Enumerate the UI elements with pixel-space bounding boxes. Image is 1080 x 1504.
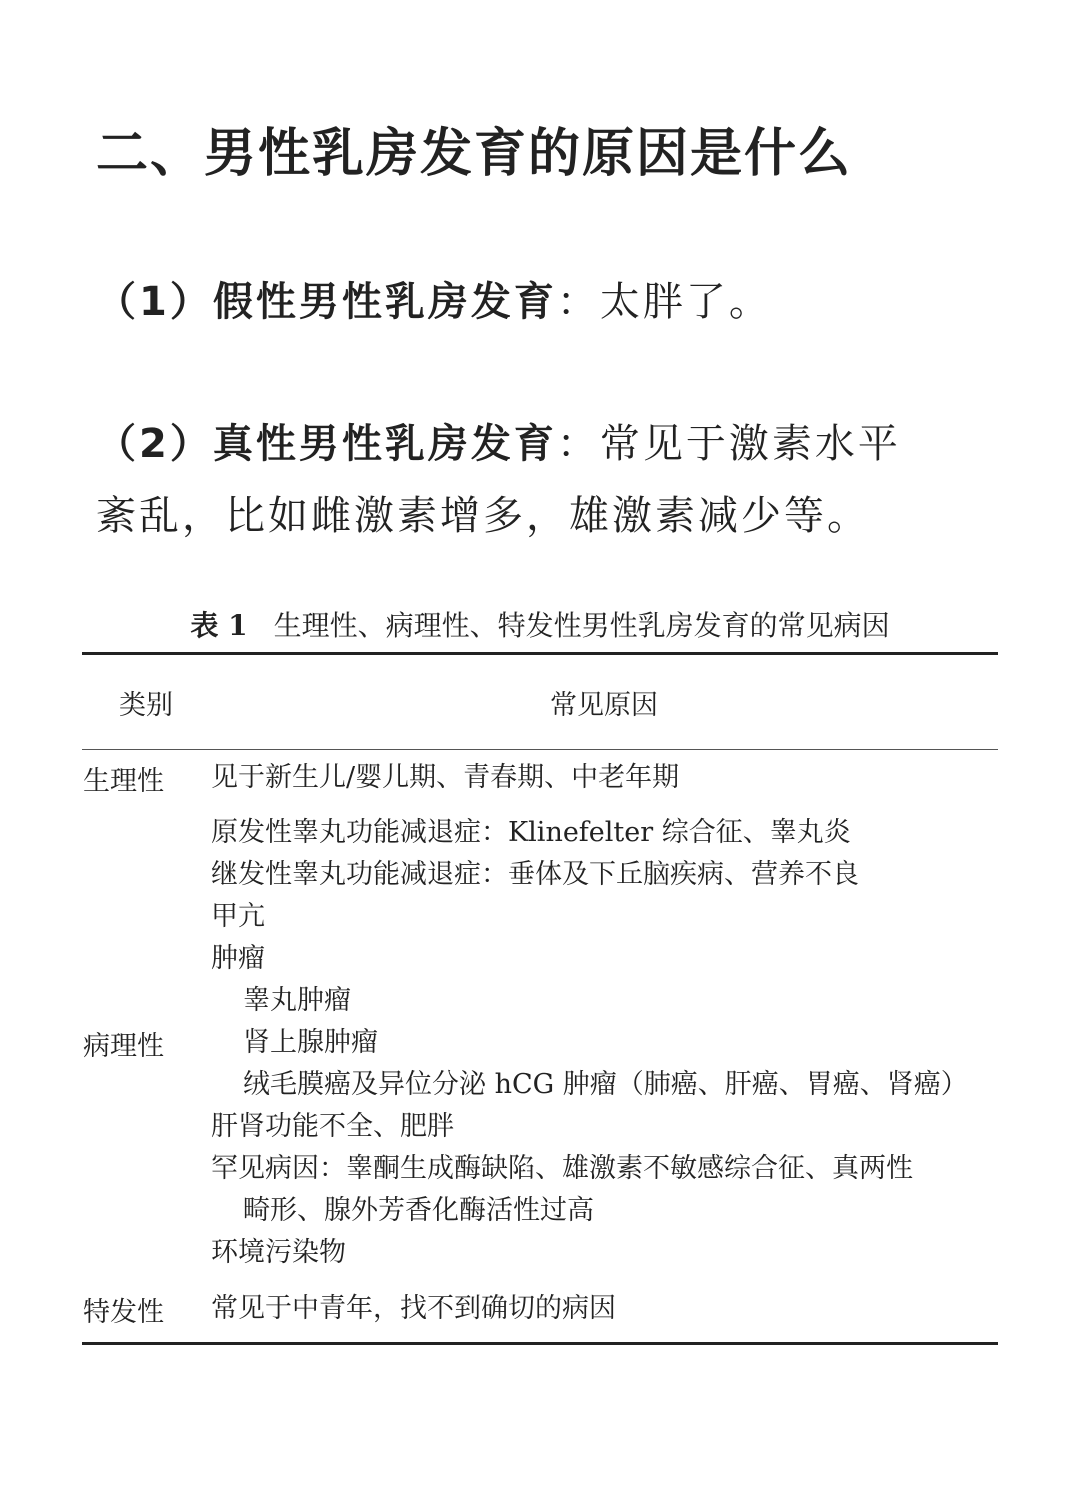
cause-line: 见于新生儿/婴儿期、青春期、中老年期 bbox=[211, 762, 680, 793]
row-category: 特发性 bbox=[83, 1296, 164, 1328]
table-row bbox=[82, 806, 998, 1280]
table-caption bbox=[82, 600, 998, 652]
cause-line: 环境污染物 bbox=[211, 1237, 346, 1268]
paragraph-text: ：常见于激素水平 bbox=[556, 421, 901, 467]
paragraph-lead: （2）真性男性乳房发育 bbox=[96, 421, 557, 467]
header-category: 类别 bbox=[119, 689, 173, 721]
cause-subline: 睾丸肿瘤 bbox=[243, 985, 351, 1016]
table-caption-number: 表 1 bbox=[190, 609, 248, 642]
paragraph-text-line2: 紊乱，比如雌激素增多，雄激素减少等。 bbox=[96, 493, 870, 539]
table-header-row bbox=[82, 654, 998, 750]
row-causes bbox=[210, 1280, 998, 1344]
section-heading: 二、男性乳房发育的原因是什么 bbox=[96, 124, 853, 184]
paragraph-pseudo-gynecomastia bbox=[96, 266, 772, 338]
row-causes bbox=[210, 750, 998, 807]
header-causes: 常见原因 bbox=[550, 689, 658, 721]
table-row bbox=[82, 750, 998, 807]
cause-line: 甲亢 bbox=[211, 901, 265, 932]
cause-line: 罕见病因：睾酮生成酶缺陷、雄激素不敏感综合征、真两性 bbox=[211, 1153, 913, 1184]
cause-line: 肿瘤 bbox=[211, 943, 265, 974]
row-category: 病理性 bbox=[83, 1030, 164, 1062]
cause-line: 肝肾功能不全、肥胖 bbox=[211, 1111, 454, 1142]
cause-line: 继发性睾丸功能减退症：垂体及下丘脑疾病、营养不良 bbox=[211, 859, 859, 890]
paragraph-true-gynecomastia bbox=[96, 408, 901, 552]
cause-subline: 畸形、腺外芳香化酶活性过高 bbox=[243, 1195, 594, 1226]
cause-subline: 肾上腺肿瘤 bbox=[243, 1027, 378, 1058]
paragraph-text: ：太胖了。 bbox=[556, 279, 772, 325]
cause-line: 常见于中青年，找不到确切的病因 bbox=[211, 1293, 616, 1324]
row-causes bbox=[210, 806, 998, 1280]
paragraph-lead: （1）假性男性乳房发育 bbox=[96, 279, 557, 325]
table-caption-text: 生理性、病理性、特发性男性乳房发育的常见病因 bbox=[273, 609, 890, 642]
cause-subline: 绒毛膜癌及异位分泌 hCG 肿瘤（肺癌、肝癌、胃癌、肾癌） bbox=[243, 1069, 968, 1100]
cause-line: 原发性睾丸功能减退症：Klinefelter 综合征、睾丸炎 bbox=[211, 817, 851, 848]
causes-table-figure bbox=[82, 600, 998, 1345]
table-row bbox=[82, 1280, 998, 1344]
row-category: 生理性 bbox=[83, 765, 164, 797]
causes-table bbox=[82, 652, 998, 1345]
